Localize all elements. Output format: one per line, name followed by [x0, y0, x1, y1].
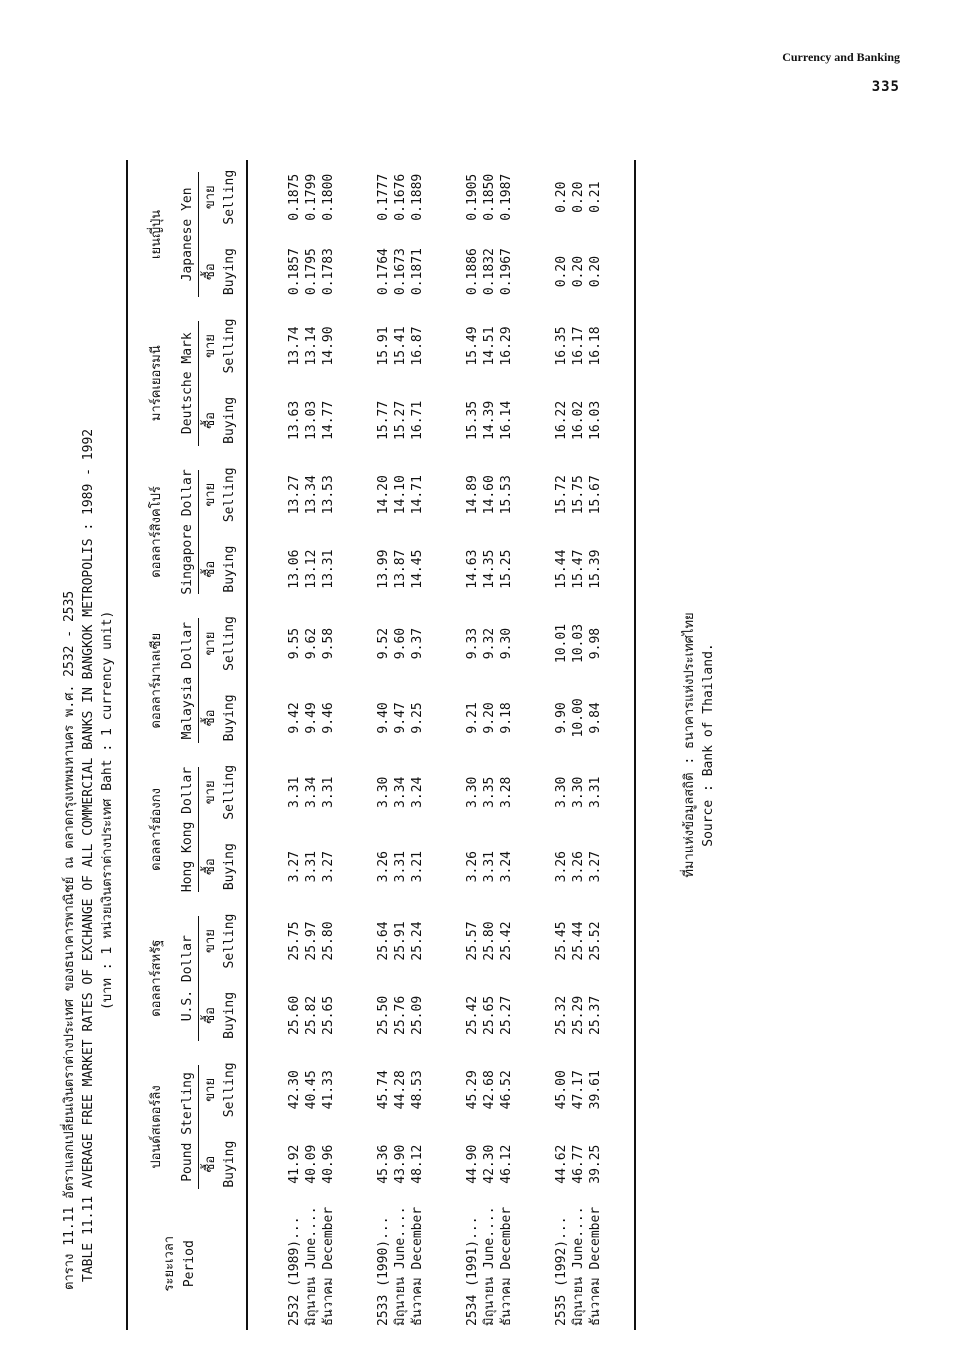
rate-cell: 3.24 [410, 776, 425, 808]
rate-cell: 16.14 [499, 400, 514, 440]
buying-header-thai: ซื้อ [203, 560, 218, 578]
page-number: 335 [871, 79, 900, 95]
rate-cell: 14.63 [465, 549, 480, 589]
rate-cell: 0.20 [554, 181, 569, 213]
currency-header-thai: เยนญี่ปุ่น [127, 160, 179, 309]
page-header [782, 50, 900, 95]
rate-cell: 3.26 [465, 851, 480, 883]
period-label: 2533 (1990)... [376, 1216, 391, 1326]
rate-cell: 25.27 [499, 995, 514, 1035]
group-spacer [337, 160, 375, 1330]
rate-cell: 15.39 [588, 549, 603, 589]
period-label: ธันวาคม December [588, 1206, 603, 1326]
rate-cell: 44.62 [554, 1144, 569, 1184]
rate-cell: 3.34 [304, 776, 319, 808]
table-row [570, 160, 587, 1330]
buying-header-english: Buying [220, 234, 247, 308]
rate-cell: 9.21 [465, 702, 480, 734]
rate-cell: 9.62 [304, 627, 319, 660]
rate-cell: 0.1850 [482, 173, 497, 221]
spacer-cell [515, 160, 553, 1330]
rate-cell: 0.1857 [287, 248, 302, 296]
rate-cell: 13.12 [304, 549, 319, 589]
rate-cell: 15.27 [393, 400, 408, 440]
rate-cell: 9.55 [287, 627, 302, 660]
table-title-block [60, 160, 117, 1330]
currency-header-thai: ดอลลาร์มาเลเซีย [127, 606, 179, 755]
table-row [286, 160, 303, 1330]
rate-cell: 15.77 [376, 400, 391, 440]
rate-cell: 0.20 [588, 255, 603, 288]
buying-header-thai: ซื้อ [203, 709, 218, 727]
rate-cell: 25.09 [410, 995, 425, 1035]
buying-header-english: Buying [220, 383, 247, 457]
rate-cell: 3.30 [465, 776, 480, 808]
selling-header-english: Selling [220, 755, 247, 829]
rate-cell: 14.45 [410, 549, 425, 589]
spacer-cell [337, 160, 375, 1330]
selling-header-thai: ขาย [203, 631, 218, 656]
rate-cell: 13.27 [287, 475, 302, 515]
rate-cell: 3.30 [554, 776, 569, 808]
period-label: ธันวาคม December [499, 1206, 514, 1326]
group-spacer [426, 160, 464, 1330]
table-row [303, 160, 320, 1330]
rate-cell: 9.60 [393, 627, 408, 660]
rate-cell: 16.17 [571, 326, 586, 366]
rate-cell: 10.01 [554, 623, 569, 664]
rate-cell: 25.45 [554, 921, 569, 961]
rate-cell: 3.31 [321, 776, 336, 808]
rate-cell: 0.1673 [393, 248, 408, 296]
rate-cell: 0.1886 [465, 248, 480, 296]
rate-cell: 25.80 [321, 921, 336, 961]
rate-cell: 9.30 [499, 627, 514, 660]
spacer-cell [247, 160, 286, 1330]
rate-cell: 16.29 [499, 326, 514, 366]
buying-header-english: Buying [220, 1127, 247, 1201]
selling-header-thai: ขาย [203, 1077, 218, 1102]
table-row [409, 160, 426, 1330]
rate-cell: 42.30 [482, 1144, 497, 1184]
rate-cell: 3.27 [321, 851, 336, 883]
rate-cell: 14.60 [482, 475, 497, 515]
rate-cell: 15.49 [465, 326, 480, 366]
bottom-rule [635, 160, 640, 1330]
rate-cell: 14.39 [482, 400, 497, 440]
rate-cell: 9.98 [588, 627, 603, 660]
rate-cell: 16.02 [571, 400, 586, 440]
rate-cell: 13.31 [321, 549, 336, 589]
rate-cell: 9.46 [321, 702, 336, 734]
group-spacer [515, 160, 553, 1330]
period-header-thai: ระยะเวลา [127, 1201, 179, 1330]
rate-cell: 13.34 [304, 475, 319, 515]
rate-cell: 25.82 [304, 995, 319, 1035]
buying-header-thai: ซื้อ [203, 1155, 218, 1173]
currency-header-thai: ปอนด์สเตอร์ลิง [127, 1053, 179, 1202]
rate-cell: 0.1889 [410, 173, 425, 221]
currency-header-cell [179, 904, 199, 1053]
rate-cell: 25.64 [376, 921, 391, 961]
rate-cell: 16.22 [554, 400, 569, 440]
currency-header-thai: ดอลลาร์สิงคโปร์ [127, 458, 179, 607]
rate-cell: 39.61 [588, 1070, 603, 1110]
rate-cell: 0.20 [571, 181, 586, 213]
rate-cell: 14.71 [410, 475, 425, 515]
buying-header-thai: ซื้อ [203, 858, 218, 875]
rate-cell: 43.90 [393, 1144, 408, 1184]
rate-cell: 14.77 [321, 400, 336, 440]
rate-cell: 13.63 [287, 400, 302, 440]
period-label: 2534 (1991)... [465, 1216, 480, 1326]
rate-cell: 0.1967 [499, 248, 514, 296]
rate-cell: 0.1905 [465, 173, 480, 221]
rate-cell: 47.17 [571, 1070, 586, 1110]
rate-cell: 15.25 [499, 549, 514, 589]
bottom-rule-row [635, 160, 640, 1330]
rate-cell: 46.52 [499, 1070, 514, 1110]
rate-cell: 15.35 [465, 400, 480, 440]
table-row [464, 160, 481, 1330]
period-label: ธันวาคม December [321, 1206, 336, 1326]
header-row-buy-sell-thai [199, 160, 220, 1330]
rate-cell: 42.30 [287, 1070, 302, 1110]
rate-cell: 13.99 [376, 549, 391, 589]
currency-header-english: Hong Kong Dollar [180, 766, 195, 893]
rate-cell: 0.1777 [376, 173, 391, 221]
period-label: มิถุนายน June.... [393, 1206, 408, 1326]
period-label: มิถุนายน June.... [482, 1206, 497, 1326]
table-row [553, 160, 570, 1330]
table-row [375, 160, 392, 1330]
rate-cell: 14.10 [393, 475, 408, 515]
rate-cell: 9.52 [376, 627, 391, 660]
buying-header-english: Buying [220, 829, 247, 903]
rate-cell: 25.76 [393, 995, 408, 1035]
period-label: 2532 (1989)... [287, 1216, 302, 1326]
rate-cell: 13.03 [304, 400, 319, 440]
rate-cell: 25.42 [465, 995, 480, 1035]
currency-header-english: Singapore Dollar [180, 469, 195, 595]
rate-cell: 0.1800 [321, 173, 336, 221]
rate-cell: 16.71 [410, 400, 425, 440]
rate-cell: 25.24 [410, 921, 425, 961]
buying-header-thai: ซื้อ [203, 1007, 218, 1024]
rate-cell: 13.14 [304, 326, 319, 366]
section-title: Currency and Banking [782, 50, 900, 64]
header-row-thai [127, 160, 179, 1330]
rate-cell: 9.47 [393, 702, 408, 734]
buying-header-english: Buying [220, 532, 247, 606]
rate-cell: 13.87 [393, 549, 408, 589]
rate-cell: 25.50 [376, 995, 391, 1035]
rate-cell: 48.12 [410, 1144, 425, 1184]
rate-cell: 0.20 [571, 255, 586, 288]
rate-cell: 25.97 [304, 921, 319, 961]
buying-header-thai: ซื้อ [203, 263, 218, 280]
rate-cell: 3.28 [499, 776, 514, 808]
rate-cell: 3.26 [376, 851, 391, 883]
period-label: มิถุนายน June.... [304, 1206, 319, 1326]
rate-cell: 15.44 [554, 549, 569, 589]
rate-cell: 14.35 [482, 549, 497, 589]
currency-header-english: Deutsche Mark [180, 332, 195, 435]
rate-cell: 0.1987 [499, 173, 514, 221]
rate-cell: 9.42 [287, 702, 302, 734]
rotated-content [60, 160, 940, 1330]
rate-cell: 15.72 [554, 475, 569, 515]
selling-header-thai: ขาย [203, 334, 218, 358]
rate-cell: 0.1764 [376, 248, 391, 296]
rate-cell: 16.35 [554, 326, 569, 366]
rate-cell: 10.00 [571, 698, 586, 738]
currency-header-english: Japanese Yen [180, 187, 195, 282]
table-title-thai: ตาราง 11.11 อัตราแลกเปลี่ยนเงินตราต่างประเทศ ของธนาคารพาณิชย์ ณ ตลาดกรุงเทพมหานคร พ.ศ. 2532 - 2535 [62, 590, 77, 1290]
rate-cell: 3.21 [410, 851, 425, 883]
rate-cell: 0.21 [588, 181, 603, 213]
blank-cell [220, 1201, 247, 1330]
rate-cell: 25.44 [571, 921, 586, 961]
spacer-cell [604, 160, 635, 1330]
rate-cell: 9.32 [482, 627, 497, 660]
rotated-table-area [60, 160, 966, 1330]
buying-header-english: Buying [220, 681, 247, 755]
currency-header-cell [179, 160, 199, 309]
rate-cell: 15.91 [376, 326, 391, 366]
table-row [392, 160, 409, 1330]
rate-cell: 25.52 [588, 921, 603, 961]
group-spacer [247, 160, 286, 1330]
exchange-rate-table [126, 160, 640, 1330]
period-label: มิถุนายน June.... [571, 1206, 586, 1326]
table-row [481, 160, 498, 1330]
rate-cell: 3.34 [393, 776, 408, 808]
source-note [680, 160, 718, 1330]
source-english: Source : Bank of Thailand. [701, 643, 716, 847]
rate-cell: 45.29 [465, 1070, 480, 1110]
period-label: ธันวาคม December [410, 1206, 425, 1326]
rate-cell: 9.33 [465, 627, 480, 660]
rate-cell: 45.00 [554, 1070, 569, 1110]
selling-header-thai: ขาย [203, 185, 218, 210]
rate-cell: 42.68 [482, 1070, 497, 1110]
rate-cell: 40.96 [321, 1144, 336, 1184]
selling-header-thai: ขาย [203, 929, 218, 953]
selling-header-english: Selling [220, 606, 247, 680]
header-row-buy-sell-english [220, 160, 247, 1330]
rate-cell: 0.1871 [410, 248, 425, 296]
table-title-english: TABLE 11.11 AVERAGE FREE MARKET RATES OF EXCHANGE OF ALL COMMERCIAL BANKS IN BANGKOK METROPOLIS : 1989 - 1992 [81, 428, 96, 1282]
rate-cell: 41.92 [287, 1144, 302, 1184]
rate-cell: 0.1676 [393, 173, 408, 221]
rate-cell: 44.28 [393, 1070, 408, 1110]
table-row [498, 160, 515, 1330]
rate-cell: 13.06 [287, 549, 302, 589]
rate-cell: 3.35 [482, 776, 497, 808]
rate-cell: 0.1799 [304, 173, 319, 221]
rate-cell: 9.25 [410, 702, 425, 734]
currency-header-english: Pound Sterling [180, 1072, 195, 1182]
rate-cell: 9.90 [554, 702, 569, 734]
rate-cell: 3.31 [287, 776, 302, 808]
rate-cell: 14.20 [376, 475, 391, 515]
rate-cell: 25.57 [465, 921, 480, 961]
rate-cell: 3.30 [571, 776, 586, 808]
rate-cell: 13.53 [321, 475, 336, 515]
group-spacer [604, 160, 635, 1330]
rate-cell: 41.33 [321, 1070, 336, 1110]
rate-cell: 15.41 [393, 326, 408, 366]
currency-header-cell [179, 755, 199, 904]
currency-header-cell [179, 458, 199, 607]
currency-header-cell [179, 1053, 199, 1202]
rate-cell: 15.53 [499, 475, 514, 515]
currency-header-thai: ดอลลาร์ฮ่องกง [127, 755, 179, 904]
rate-cell: 3.31 [304, 851, 319, 883]
rate-cell: 16.03 [588, 400, 603, 440]
rate-cell: 3.31 [482, 851, 497, 883]
rate-cell: 16.18 [588, 326, 603, 366]
rate-cell: 3.31 [393, 851, 408, 883]
rate-cell: 9.37 [410, 627, 425, 660]
selling-header-english: Selling [220, 904, 247, 978]
currency-header-thai: ดอลลาร์สหรัฐ [127, 904, 179, 1053]
rate-cell: 15.67 [588, 475, 603, 515]
rate-cell: 3.27 [588, 851, 603, 883]
rate-cell: 25.42 [499, 921, 514, 961]
selling-header-english: Selling [220, 309, 247, 383]
selling-header-thai: ขาย [203, 780, 218, 805]
rate-cell: 9.49 [304, 702, 319, 734]
currency-header-english: Malaysia Dollar [180, 622, 195, 740]
selling-header-english: Selling [220, 1053, 247, 1127]
rate-cell: 16.87 [410, 326, 425, 366]
currency-header-cell [179, 606, 199, 755]
currency-header-cell [179, 309, 199, 458]
rate-cell: 0.1783 [321, 248, 336, 296]
rate-cell: 25.80 [482, 921, 497, 961]
rate-cell: 45.36 [376, 1144, 391, 1184]
table-row [587, 160, 604, 1330]
rate-cell: 15.47 [571, 549, 586, 589]
rate-cell: 25.65 [321, 995, 336, 1035]
rate-cell: 14.51 [482, 326, 497, 366]
rate-cell: 44.90 [465, 1144, 480, 1184]
rate-cell: 0.1832 [482, 248, 497, 296]
rate-cell: 9.40 [376, 702, 391, 734]
rate-cell: 9.18 [499, 702, 514, 734]
rate-cell: 13.74 [287, 326, 302, 366]
rate-cell: 14.90 [321, 326, 336, 366]
rate-cell: 48.53 [410, 1070, 425, 1110]
selling-header-thai: ขาย [203, 482, 218, 507]
currency-header-thai: มาร์คเยอรมนี [127, 309, 179, 458]
rate-cell: 25.60 [287, 995, 302, 1035]
rate-cell: 25.37 [588, 995, 603, 1035]
rate-cell: 0.1875 [287, 173, 302, 221]
table-unit-note: (บาท : 1 หน่วยเงินตราต่างประเทศ Baht : 1 currency unit) [100, 610, 115, 1010]
rate-cell: 3.24 [499, 851, 514, 883]
source-thai: ที่มาแห่งข้อมูลสถิติ : ธนาคารแห่งประเทศไทย [682, 612, 697, 878]
rate-cell: 15.75 [571, 475, 586, 515]
rate-cell: 46.77 [571, 1144, 586, 1184]
blank-cell [199, 1201, 220, 1330]
buying-header-english: Buying [220, 978, 247, 1052]
rate-cell: 40.09 [304, 1144, 319, 1184]
rate-cell: 46.12 [499, 1144, 514, 1184]
rate-cell: 0.20 [554, 255, 569, 288]
rate-cell: 9.20 [482, 702, 497, 734]
period-header-english: Period [181, 1240, 197, 1288]
rate-cell: 39.25 [588, 1144, 603, 1184]
rate-cell: 0.1795 [304, 248, 319, 296]
rate-cell: 3.26 [571, 851, 586, 883]
period-label: 2535 (1992)... [554, 1216, 569, 1326]
rate-cell: 3.31 [588, 776, 603, 808]
rate-cell: 10.03 [571, 623, 586, 664]
selling-header-english: Selling [220, 160, 247, 234]
rate-cell: 3.30 [376, 776, 391, 808]
currency-header-english: U.S. Dollar [180, 935, 195, 1022]
header-row-english [179, 160, 199, 1330]
rate-cell: 9.58 [321, 627, 336, 660]
rate-cell: 45.74 [376, 1070, 391, 1110]
spacer-cell [426, 160, 464, 1330]
table-row [320, 160, 337, 1330]
rate-cell: 25.75 [287, 921, 302, 961]
selling-header-english: Selling [220, 458, 247, 532]
rate-cell: 9.84 [588, 702, 603, 734]
rate-cell: 3.26 [554, 851, 569, 883]
buying-header-thai: ซื้อ [203, 412, 218, 429]
rate-cell: 40.45 [304, 1070, 319, 1110]
rate-cell: 25.65 [482, 995, 497, 1035]
rate-cell: 25.32 [554, 995, 569, 1035]
rate-cell: 25.91 [393, 921, 408, 961]
rate-cell: 14.89 [465, 475, 480, 515]
rate-cell: 25.29 [571, 995, 586, 1035]
rate-cell: 3.27 [287, 851, 302, 883]
